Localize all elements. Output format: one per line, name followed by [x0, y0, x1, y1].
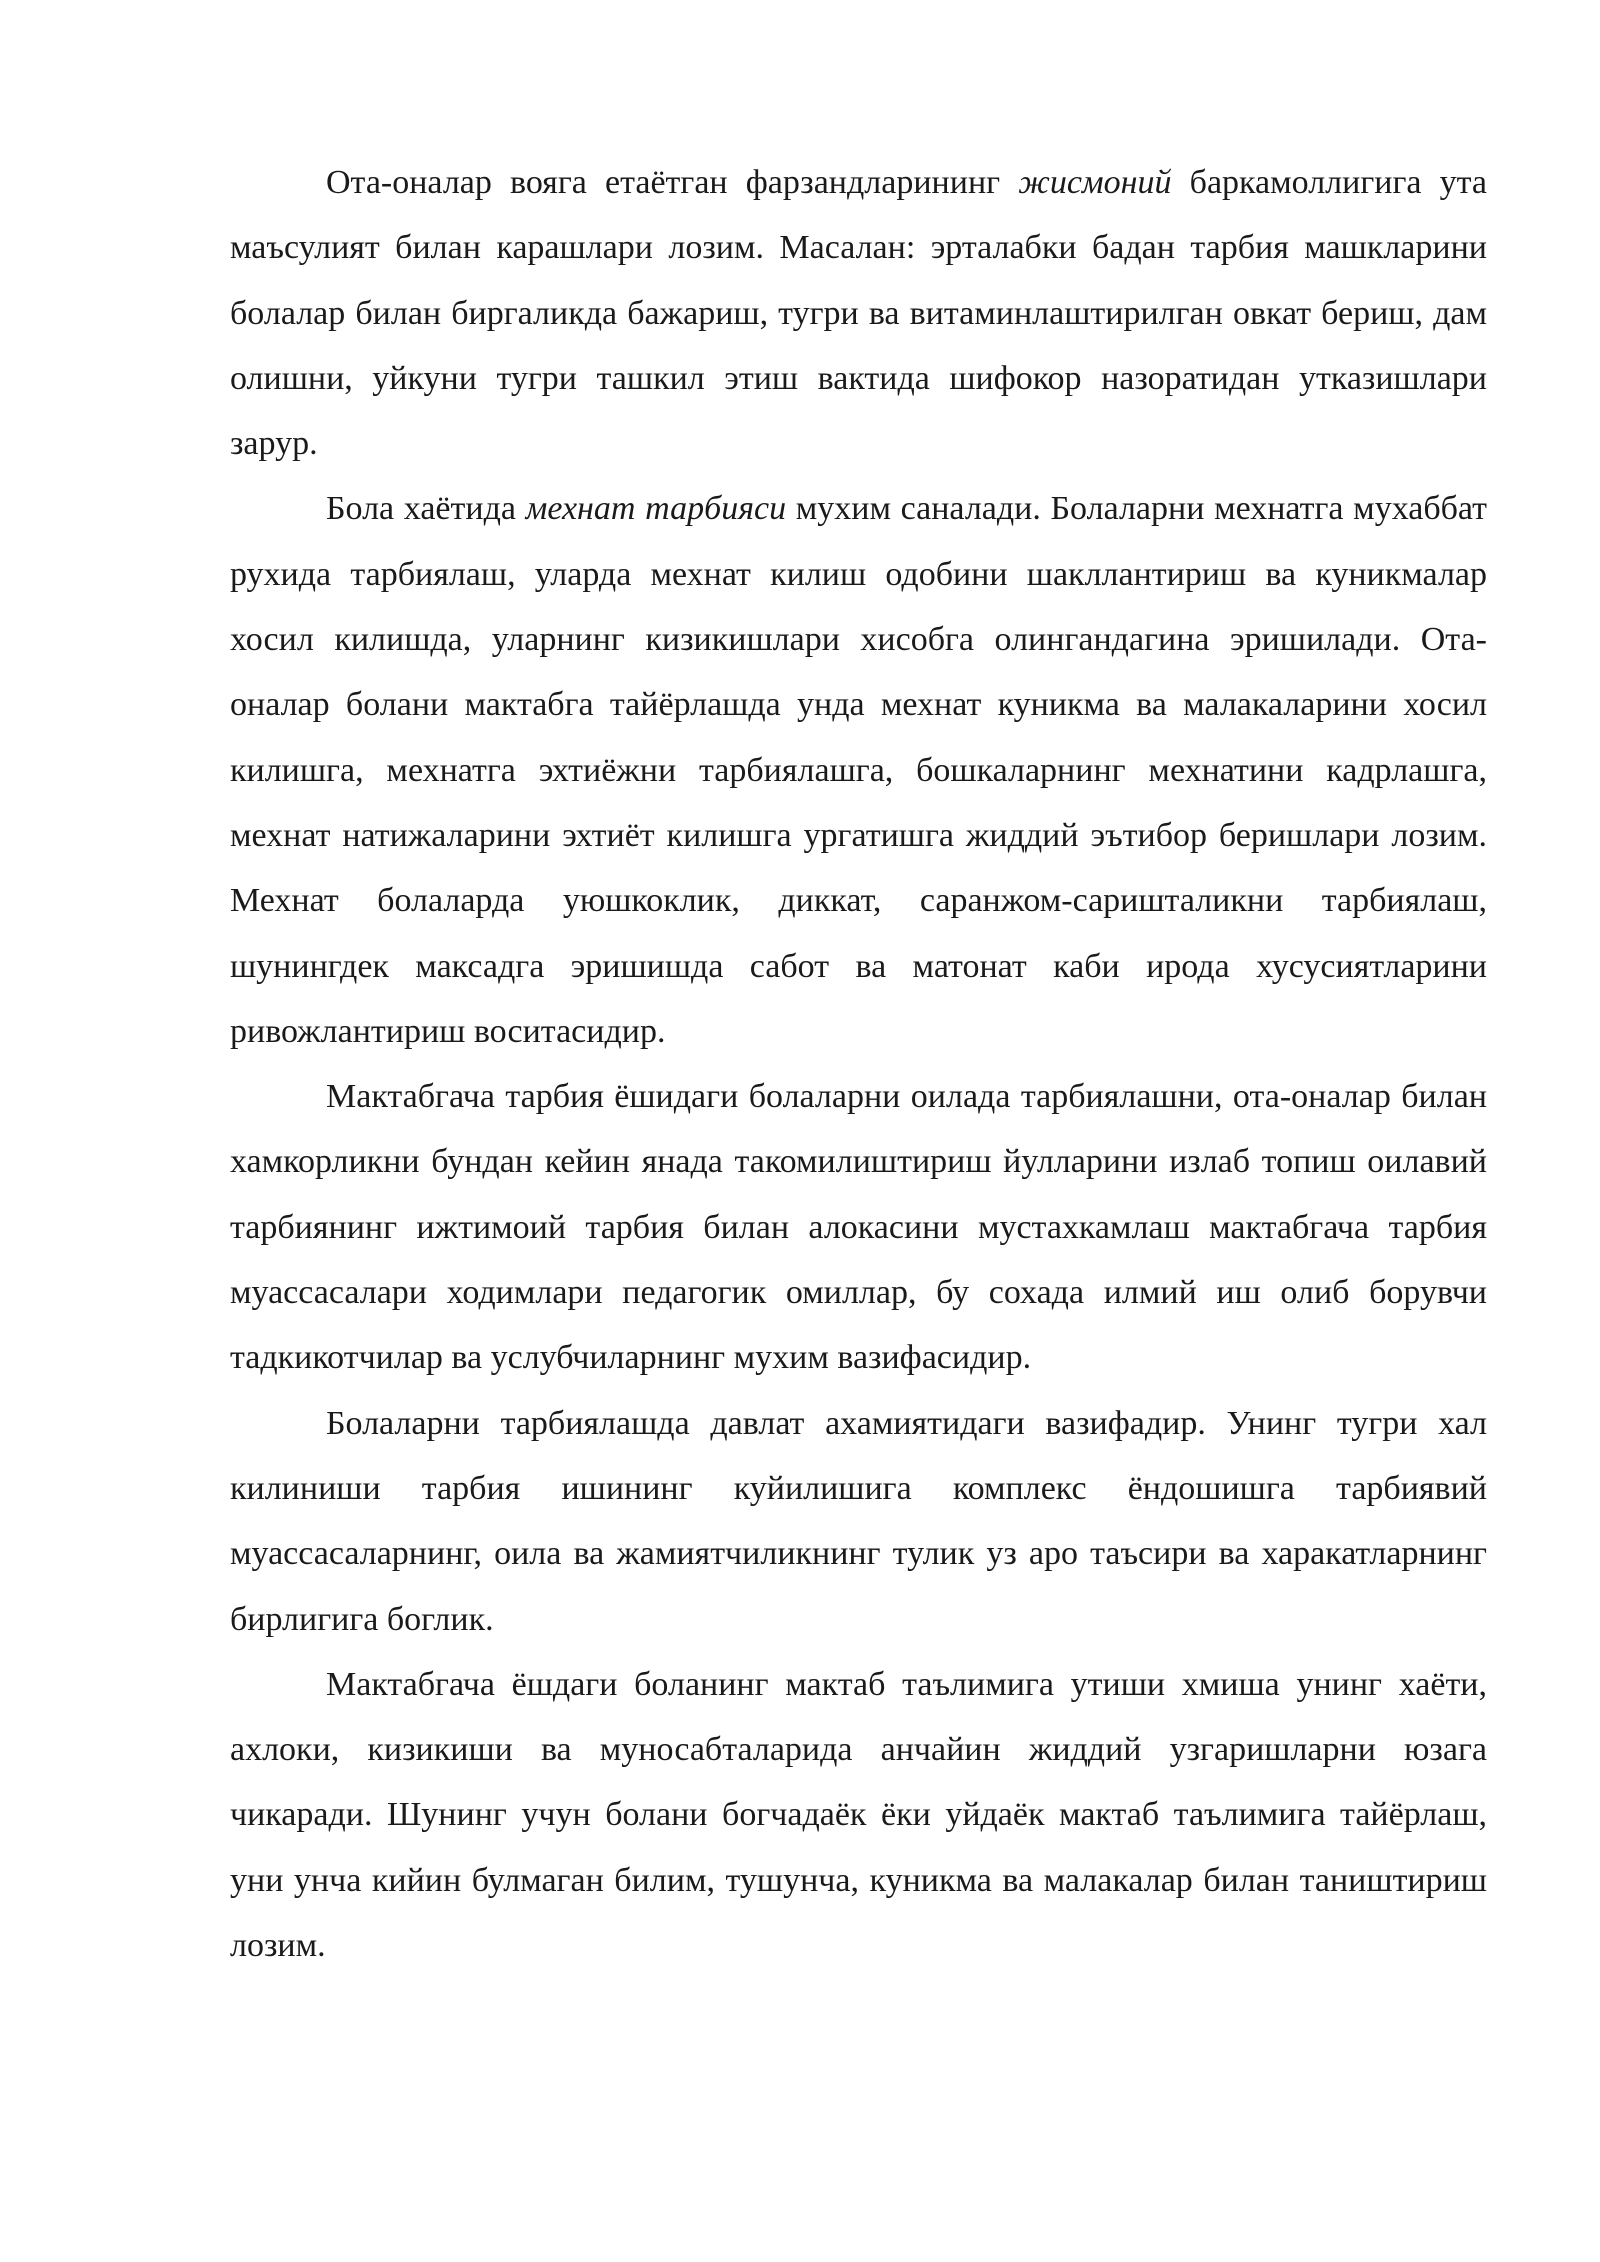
- paragraph-school-transition: [230, 1652, 1487, 1978]
- paragraph-state-task: [230, 1391, 1487, 1652]
- paragraph-text: Бола хаётида: [326, 490, 526, 528]
- paragraph-labor-education: [230, 476, 1487, 1064]
- document-body: [230, 150, 1487, 1978]
- paragraph-physical-education: [230, 150, 1487, 476]
- paragraph-text: Мактабгача тарбия ёшидаги болаларни оилада тарбиялашни, ота-оналар билан хамкорликни бундан кейин янада такомилиштириш йулларини излаб топиш оилавий тарбиянинг ижтимоий тарбия билан алокасини мустахкамлаш мактабгача тарбия муассасалари ходимлари педагогик омиллар, бу сохада илмий иш олиб борувчи тадкикотчилар ва услубчиларнинг мухим вазифасидир.: [230, 1078, 1487, 1377]
- paragraph-preschool-family: [230, 1064, 1487, 1390]
- paragraph-text: Ота-оналар вояга етаётган фарзандларининг: [326, 164, 1019, 201]
- paragraph-text: мухим саналади. Болаларни мехнатга мухаббат рухида тарбиялаш, уларда мехнат килиш одобини шакллантириш ва куникмалар хосил килишда, уларнинг кизикишлари хисобга олингандагина эришилади. Ота-оналар болани мактабга тайёрлашда унда мехнат куникма ва малакаларини хосил килишга, мехнатга эхтиёжни тарбиялашга, бошкаларнинг мехнатини кадрлашга, мехнат натижаларини эхтиёт килишга ургатишга жиддий эътибор беришлари лозим. Мехнат болаларда уюшкоклик, диккат, саранжом-саришталикни тарбиялаш, шунингдек максадга эришишда сабот ва матонат каби ирода хусусиятларини ривожлантириш воситасидир.: [230, 490, 1488, 1050]
- paragraph-text: Мактабгача ёшдаги боланинг мактаб таълимига утиши хмиша унинг хаёти, ахлоки, кизикиши ва муносабталарида анчайин жиддий узгаришларни юзага чикаради. Шунинг учун болани богчадаёк ёки уйдаёк мактаб таълимига тайёрлаш, уни унча кийин булмаган билим, тушунча, куникма ва малакалар билан таништириш лозим.: [230, 1665, 1487, 1965]
- emphasis-text: мехнат тарбияси: [525, 490, 787, 528]
- emphasis-text: жисмоний: [1018, 164, 1172, 201]
- paragraph-text: баркамоллигига ута маъсулият билан карашлари лозим. Масалан: эрталабки бадан тарбия машкларини болалар билан биргаликда бажариш, тугри ва витаминлаштирилган овкат бериш, дам олишни, уйкуни тугри ташкил этиш вактида шифокор назоратидан утказишлари зарур.: [230, 164, 1487, 463]
- paragraph-text: Болаларни тарбиялашда давлат ахамиятидаги вазифадир. Унинг тугри хал килиниши тарбия ишининг куйилишига комплекс ёндошишга тарбиявий муассасаларнинг, оила ва жамиятчиликнинг тулик уз аро таъсири ва харакатларнинг бирлигига боглик.: [230, 1404, 1487, 1638]
